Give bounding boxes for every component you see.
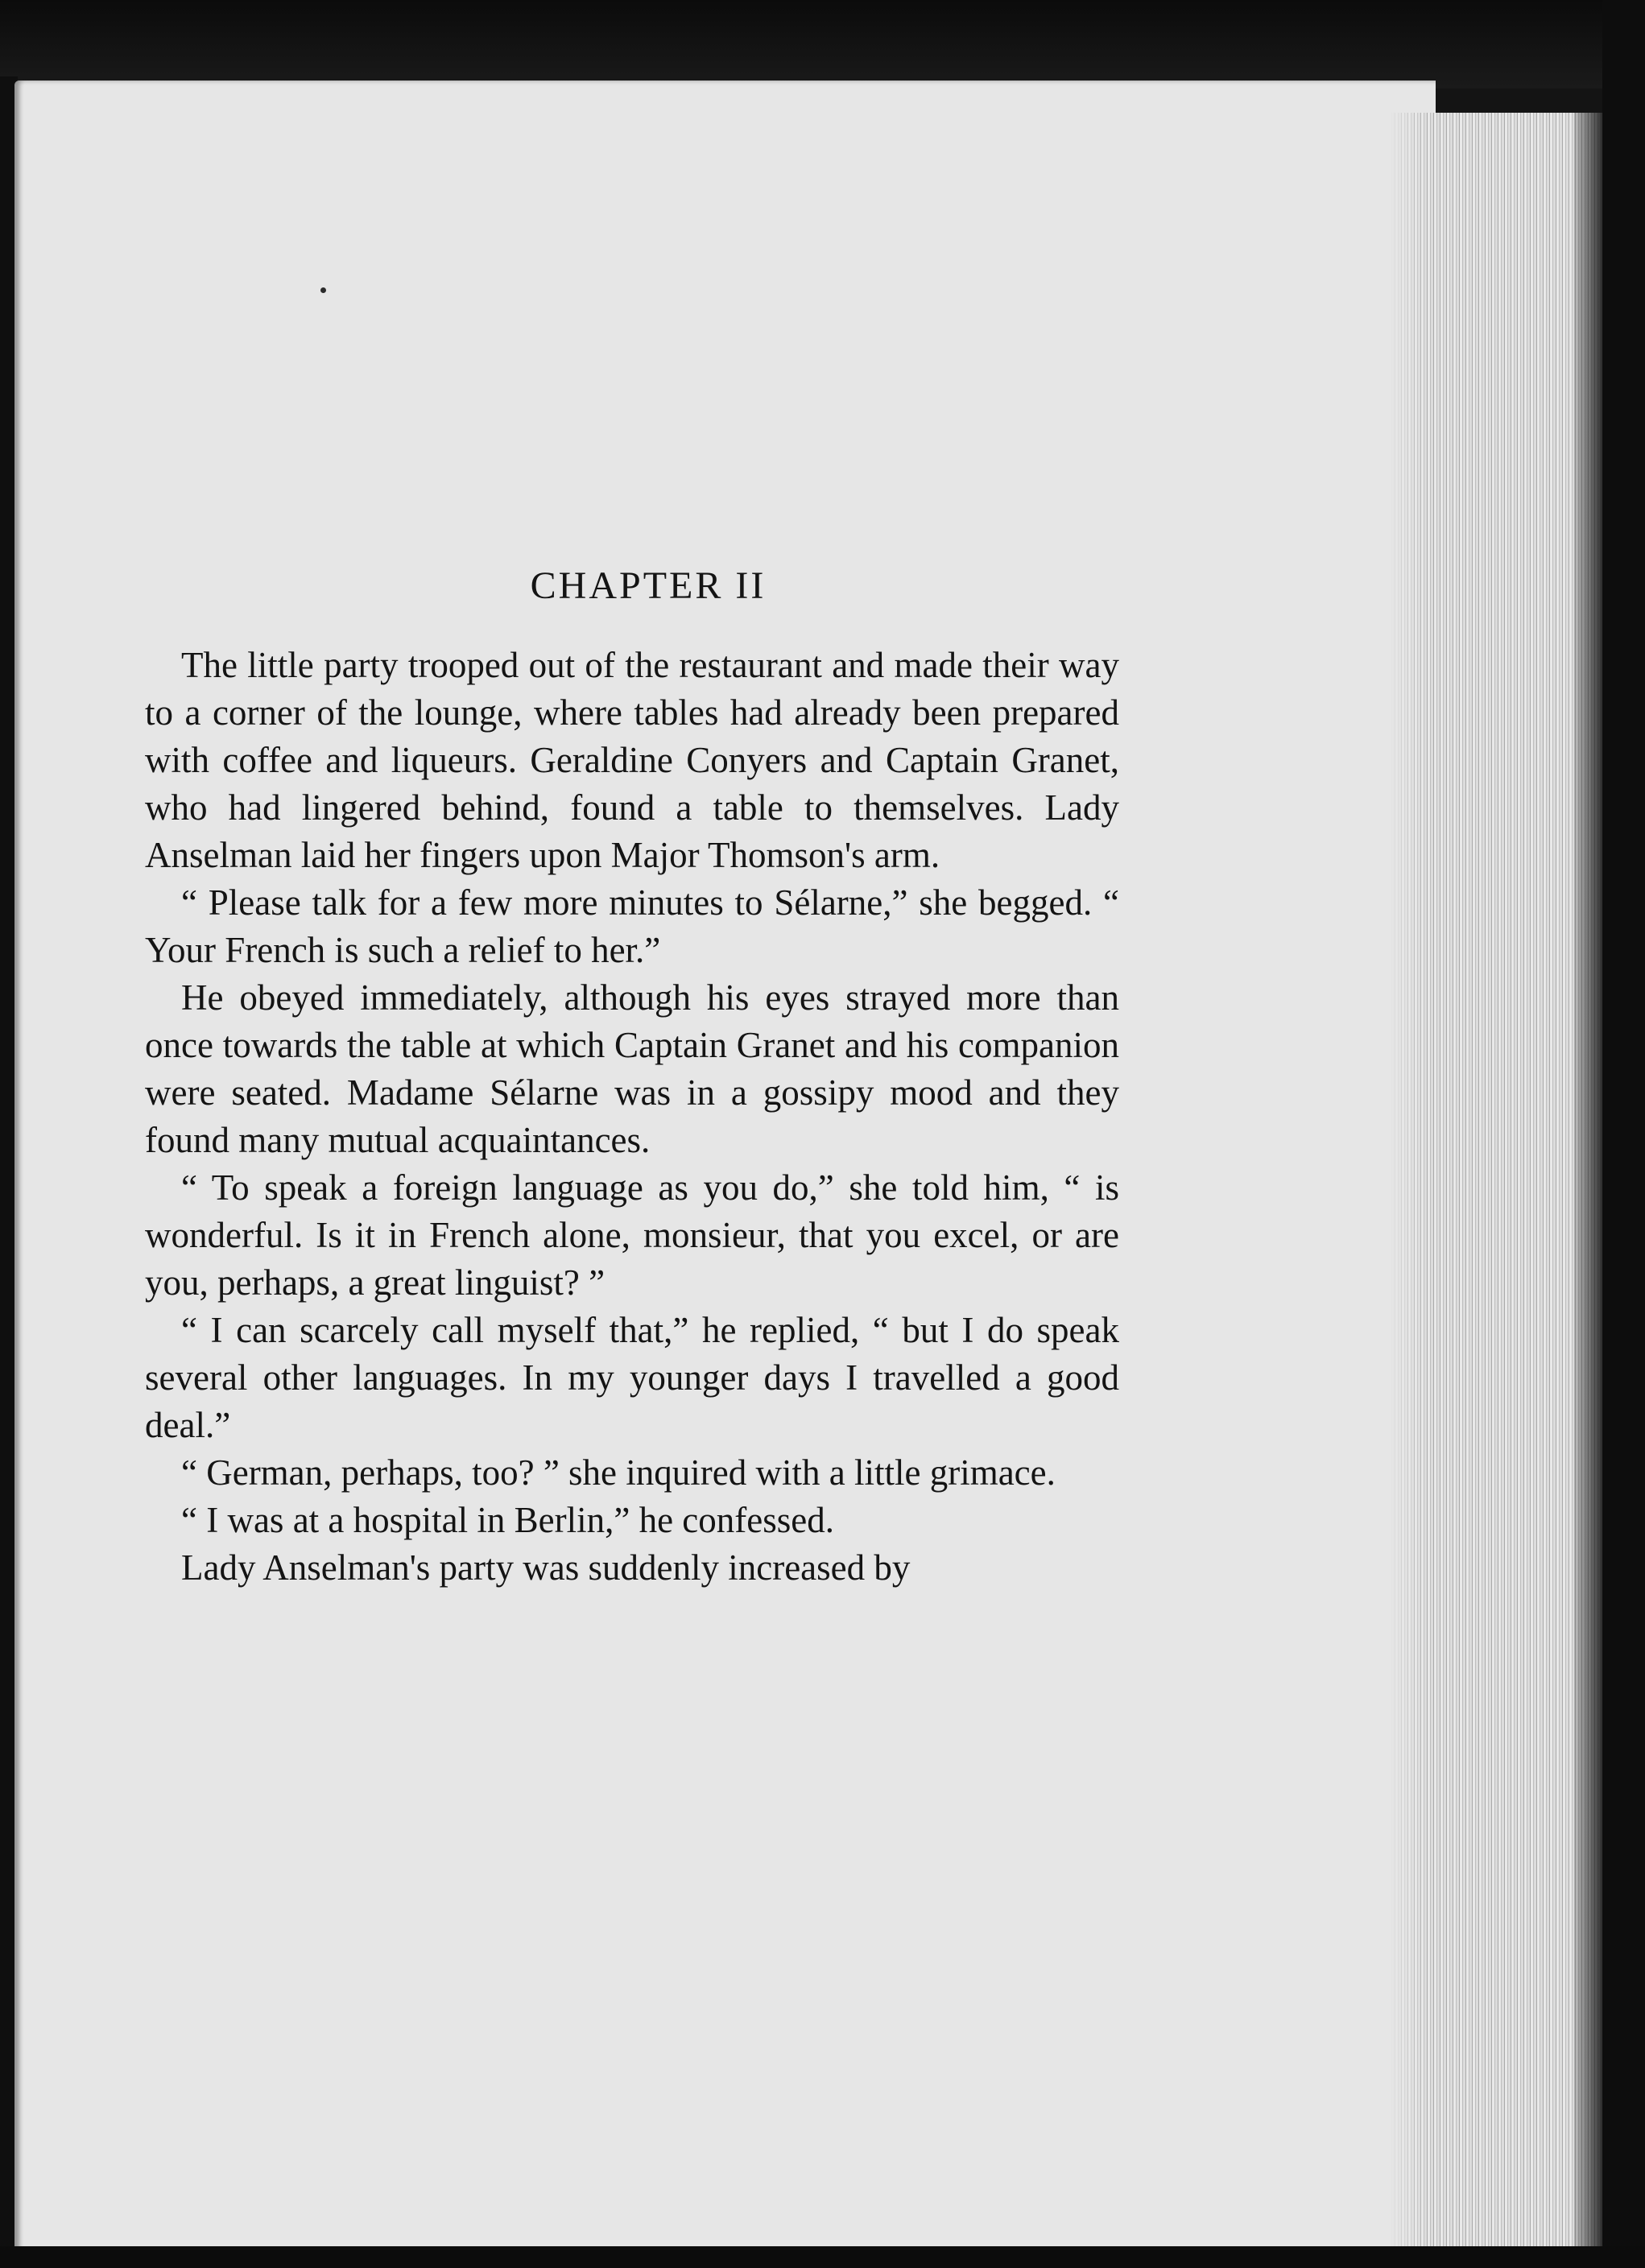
paragraph: The little party trooped out of the restaurant and made their way to a corner of the lounge, where tables had already been prepared with coffee and liqueurs. Geraldine Conyers and Captain Granet, who had lingered behind, found a table to themselves. Lady Anselman laid her fingers upon Major Thomson's arm. — [145, 645, 1119, 875]
scanner-background-top — [0, 0, 1645, 89]
paragraph: “ To speak a foreign language as you do,” she told him, “ is wonderful. Is it in French alone, monsieur, that you excel, or are you, perhaps, a great linguist? ” — [145, 1167, 1119, 1303]
scanner-background-bottom — [0, 2246, 1645, 2268]
paragraph: “ German, perhaps, too? ” she inquired with a little grimace. — [181, 1452, 1056, 1493]
paragraph: “ I was at a hospital in Berlin,” he confessed. — [181, 1500, 834, 1540]
scanner-background-right — [1602, 0, 1645, 2268]
chapter-heading: CHAPTER II — [530, 564, 767, 607]
paragraph: He obeyed immediately, although his eyes strayed more than once towards the table at which Captain Granet and his companion were seated. Madame Sélarne was in a gossipy mood and they found many mutual acquaintances. — [145, 977, 1119, 1160]
page-text — [145, 564, 1119, 1592]
paragraph: “ Please talk for a few more minutes to Sélarne,” she begged. “ Your French is such a relief to her.” — [145, 882, 1119, 970]
paragraph: “ I can scarcely call myself that,” he replied, “ but I do speak several other languages. In my younger days I travelled a good deal.” — [145, 1310, 1119, 1445]
paper-speck — [320, 287, 326, 293]
page-edges-shadow — [1574, 113, 1606, 2266]
page-edges-stack — [1389, 113, 1602, 2266]
paragraph: Lady Anselman's party was suddenly increased by — [181, 1547, 911, 1588]
